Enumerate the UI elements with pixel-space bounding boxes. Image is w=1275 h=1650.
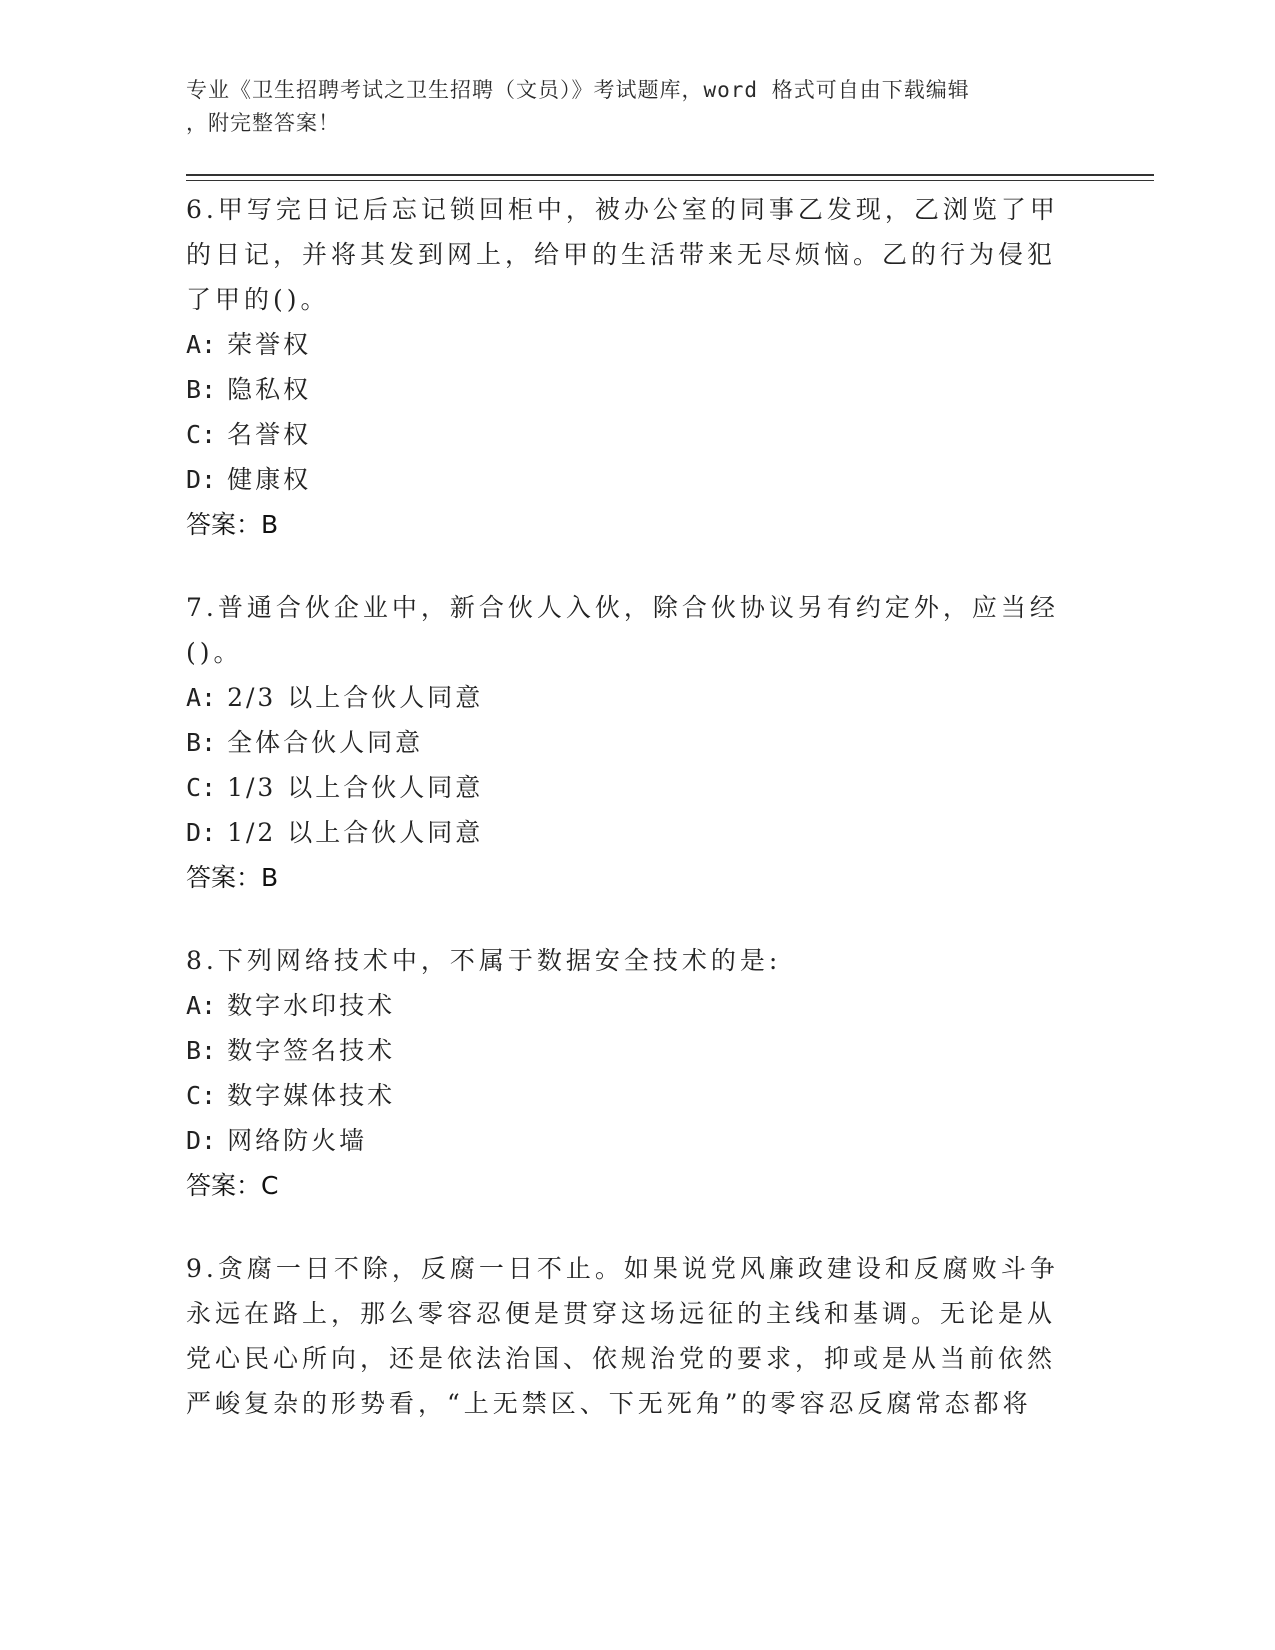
option-key: B: <box>186 1036 217 1065</box>
question-9 <box>186 1246 1066 1426</box>
option-a <box>186 675 1066 720</box>
option-text: 健康权 <box>227 465 312 494</box>
question-list <box>186 187 1066 1464</box>
option-text: 网络防火墙 <box>227 1126 368 1155</box>
header-line-2: ，附完整答案！ <box>186 111 340 135</box>
question-text: 8.下列网络技术中，不属于数据安全技术的是: <box>186 946 782 975</box>
option-a <box>186 322 1066 367</box>
option-c <box>186 412 1066 457</box>
option-text: 数字媒体技术 <box>227 1081 396 1110</box>
option-text: 名誉权 <box>227 420 312 449</box>
option-key: C: <box>186 1081 217 1110</box>
option-d <box>186 1118 1066 1163</box>
option-c <box>186 1073 1066 1118</box>
option-b <box>186 720 1066 765</box>
option-key: B: <box>186 375 217 404</box>
answer: 答案：B <box>186 863 279 892</box>
question-7 <box>186 585 1066 900</box>
header-line-1: 专业《卫生招聘考试之卫生招聘（文员）》考试题库，word 格式可自由下载编辑 <box>186 78 970 102</box>
option-a <box>186 983 1066 1028</box>
option-text: 荣誉权 <box>227 330 312 359</box>
option-key: D: <box>186 465 217 494</box>
option-text: 隐私权 <box>227 375 312 404</box>
document-header <box>186 74 1046 140</box>
option-key: A: <box>186 991 217 1020</box>
question-text: 9.贪腐一日不除，反腐一日不止。如果说党风廉政建设和反腐败斗争永远在路上，那么零容忍便是贯穿这场远征的主线和基调。无论是从党心民心所向，还是依法治国、依规治党的要求，抑或是从当前依然严峻复杂的形势看，“上无禁区、下无死角”的零容忍反腐常态都将 <box>186 1254 1059 1418</box>
option-key: C: <box>186 773 217 802</box>
option-text: 1/2 以上合伙人同意 <box>227 818 484 847</box>
option-text: 1/3 以上合伙人同意 <box>227 773 484 802</box>
option-key: D: <box>186 818 217 847</box>
option-d <box>186 810 1066 855</box>
option-key: A: <box>186 330 217 359</box>
answer: 答案：B <box>186 510 279 539</box>
option-b <box>186 367 1066 412</box>
header-rule-thick <box>186 174 1154 176</box>
question-text: 6.甲写完日记后忘记锁回柜中，被办公室的同事乙发现，乙浏览了甲的日记，并将其发到网上，给甲的生活带来无尽烦恼。乙的行为侵犯了甲的()。 <box>186 195 1059 314</box>
question-6 <box>186 187 1066 547</box>
option-text: 数字签名技术 <box>227 1036 396 1065</box>
option-key: D: <box>186 1126 217 1155</box>
question-8 <box>186 938 1066 1208</box>
option-key: C: <box>186 420 217 449</box>
header-rule-thin <box>186 180 1154 181</box>
answer: 答案：C <box>186 1171 279 1200</box>
option-text: 数字水印技术 <box>227 991 396 1020</box>
option-key: B: <box>186 728 217 757</box>
option-b <box>186 1028 1066 1073</box>
option-text: 全体合伙人同意 <box>227 728 424 757</box>
option-d <box>186 457 1066 502</box>
option-c <box>186 765 1066 810</box>
question-text: 7.普通合伙企业中，新合伙人入伙，除合伙协议另有约定外，应当经()。 <box>186 593 1059 667</box>
option-text: 2/3 以上合伙人同意 <box>227 683 484 712</box>
option-key: A: <box>186 683 217 712</box>
